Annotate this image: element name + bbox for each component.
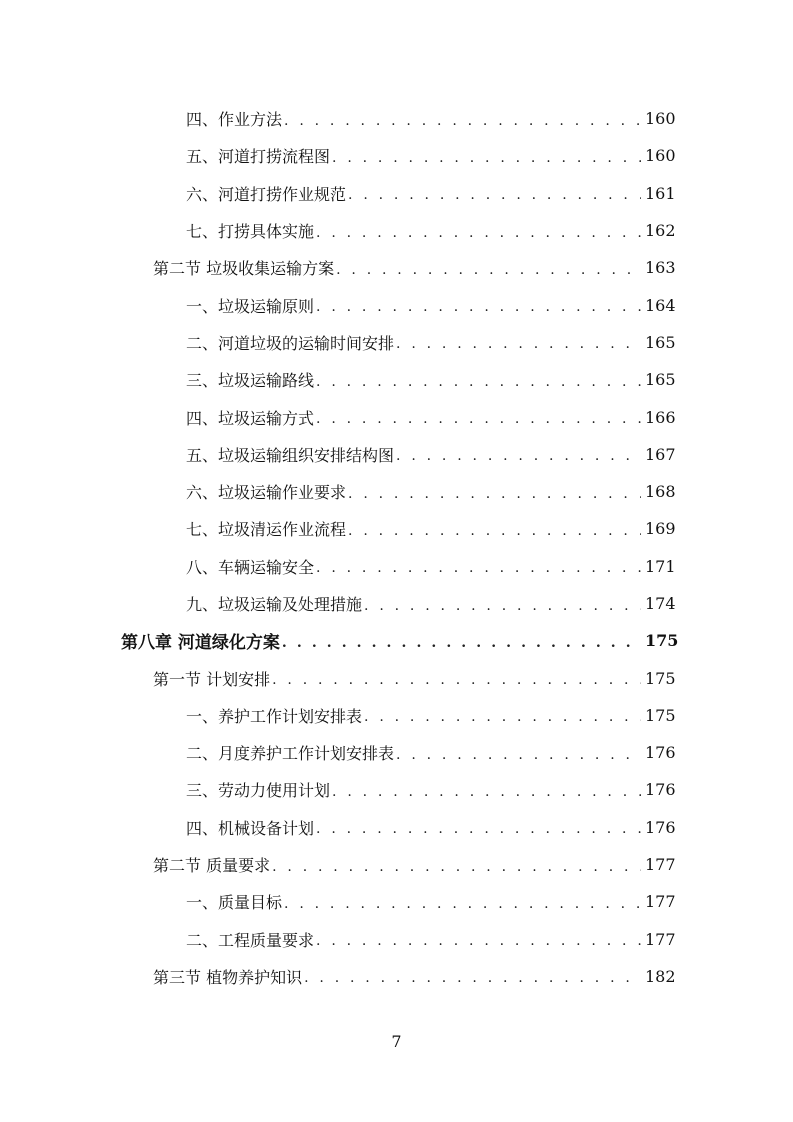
toc-entry-page: 161 bbox=[645, 183, 676, 203]
dot-leader bbox=[332, 784, 641, 800]
toc-entry[interactable] bbox=[0, 100, 793, 137]
toc-section-entry[interactable] bbox=[0, 659, 793, 696]
toc-entry-title: 一、质量目标 bbox=[186, 893, 283, 913]
toc-entry[interactable] bbox=[0, 324, 793, 361]
toc-entry[interactable] bbox=[0, 212, 793, 249]
toc-entry-page: 165 bbox=[645, 370, 676, 390]
toc-entry-page: 160 bbox=[645, 146, 676, 166]
dot-leader bbox=[282, 635, 641, 651]
toc-entry-page: 176 bbox=[645, 743, 676, 763]
toc-entry-page: 164 bbox=[645, 295, 676, 315]
toc-entry-title: 八、车辆运输安全 bbox=[186, 557, 315, 577]
dot-leader bbox=[396, 448, 641, 464]
toc-entry-page: 175 bbox=[645, 631, 679, 651]
toc-entry[interactable] bbox=[0, 510, 793, 547]
toc-entry-page: 165 bbox=[645, 332, 676, 352]
toc-entry-title: 一、养护工作计划安排表 bbox=[186, 706, 363, 726]
toc-entry-title: 九、垃圾运输及处理措施 bbox=[186, 595, 363, 614]
toc-entry[interactable] bbox=[0, 548, 793, 585]
toc-entry-title: 五、河道打捞流程图 bbox=[186, 147, 331, 167]
toc-entry-page: 162 bbox=[645, 221, 676, 241]
toc-entry-title: 六、河道打捞作业规范 bbox=[186, 184, 347, 204]
toc-entry-title: 二、月度养护工作计划安排表 bbox=[186, 744, 395, 764]
toc-entry-title: 二、工程质量要求 bbox=[186, 930, 315, 950]
dot-leader bbox=[348, 523, 641, 539]
toc-section-entry[interactable] bbox=[0, 846, 793, 883]
dot-leader bbox=[364, 598, 641, 614]
toc-entry[interactable] bbox=[0, 921, 793, 958]
toc-entry-title: 四、机械设备计划 bbox=[186, 818, 315, 838]
dot-leader bbox=[316, 411, 641, 427]
toc-entry-title: 七、垃圾清运作业流程 bbox=[186, 520, 347, 540]
toc-entry[interactable] bbox=[0, 697, 793, 734]
toc-entry-page: 174 bbox=[645, 594, 676, 613]
toc-section-entry[interactable] bbox=[0, 249, 793, 286]
dot-leader bbox=[284, 896, 641, 912]
dot-leader bbox=[316, 374, 641, 390]
dot-leader bbox=[272, 859, 641, 875]
toc-chapter-entry[interactable] bbox=[0, 622, 793, 659]
dot-leader bbox=[316, 299, 641, 315]
toc-entry-title: 第三节 植物养护知识 bbox=[153, 967, 303, 987]
toc-entry-page: 169 bbox=[645, 519, 676, 539]
toc-entry-title: 五、垃圾运输组织安排结构图 bbox=[186, 445, 395, 465]
toc-entry-title: 第八章 河道绿化方案 bbox=[121, 633, 280, 654]
dot-leader bbox=[316, 933, 641, 949]
dot-leader bbox=[396, 336, 641, 352]
toc-section-entry[interactable] bbox=[0, 958, 793, 995]
dot-leader bbox=[316, 821, 641, 837]
toc-entry[interactable] bbox=[0, 436, 793, 473]
dot-leader bbox=[348, 486, 641, 502]
toc-entry-title: 四、作业方法 bbox=[186, 110, 283, 130]
dot-leader bbox=[316, 560, 641, 576]
toc-entry-title: 三、劳动力使用计划 bbox=[186, 781, 331, 801]
dot-leader bbox=[364, 709, 641, 725]
dot-leader bbox=[316, 225, 641, 241]
toc-entry[interactable] bbox=[0, 137, 793, 174]
toc-entry-title: 第二节 质量要求 bbox=[153, 856, 271, 876]
toc-entry-title: 六、垃圾运输作业要求 bbox=[186, 483, 347, 503]
toc-entry[interactable] bbox=[0, 809, 793, 846]
toc-entry-page: 171 bbox=[645, 556, 676, 576]
toc-entry-page: 177 bbox=[645, 929, 676, 949]
toc-entry[interactable] bbox=[0, 734, 793, 771]
dot-leader bbox=[396, 747, 641, 763]
toc-entry-title: 七、打捞具体实施 bbox=[186, 222, 315, 242]
toc-entry-page: 175 bbox=[645, 705, 676, 725]
table-of-contents bbox=[0, 100, 793, 995]
toc-entry-title: 二、河道垃圾的运输时间安排 bbox=[186, 333, 395, 353]
dot-leader bbox=[336, 262, 641, 278]
toc-entry-page: 177 bbox=[645, 855, 676, 875]
toc-entry[interactable] bbox=[0, 286, 793, 323]
toc-entry-page: 175 bbox=[645, 668, 676, 688]
toc-entry[interactable] bbox=[0, 883, 793, 920]
dot-leader bbox=[332, 150, 641, 166]
toc-entry-title: 一、垃圾运输原则 bbox=[186, 296, 315, 316]
toc-entry-page: 163 bbox=[645, 258, 676, 278]
toc-entry[interactable] bbox=[0, 398, 793, 435]
toc-entry-title: 第二节 垃圾收集运输方案 bbox=[153, 259, 335, 279]
toc-entry-page: 167 bbox=[645, 444, 676, 464]
page-number: 7 bbox=[391, 1032, 402, 1051]
toc-entry[interactable] bbox=[0, 585, 793, 622]
toc-entry-page: 160 bbox=[645, 109, 676, 129]
toc-entry[interactable] bbox=[0, 771, 793, 808]
toc-entry-page: 176 bbox=[645, 817, 676, 837]
dot-leader bbox=[348, 187, 641, 203]
toc-entry-title: 第一节 计划安排 bbox=[153, 669, 271, 689]
toc-entry-page: 168 bbox=[645, 482, 676, 502]
dot-leader bbox=[272, 672, 641, 688]
toc-entry[interactable] bbox=[0, 473, 793, 510]
toc-entry-page: 166 bbox=[645, 407, 676, 427]
dot-leader bbox=[304, 970, 641, 986]
dot-leader bbox=[284, 113, 641, 129]
toc-entry-page: 177 bbox=[645, 892, 676, 912]
toc-entry[interactable] bbox=[0, 361, 793, 398]
toc-entry-title: 四、垃圾运输方式 bbox=[186, 408, 315, 428]
toc-entry-page: 182 bbox=[645, 966, 676, 986]
toc-entry[interactable] bbox=[0, 175, 793, 212]
toc-entry-page: 176 bbox=[645, 780, 676, 800]
toc-entry-title: 三、垃圾运输路线 bbox=[186, 371, 315, 391]
